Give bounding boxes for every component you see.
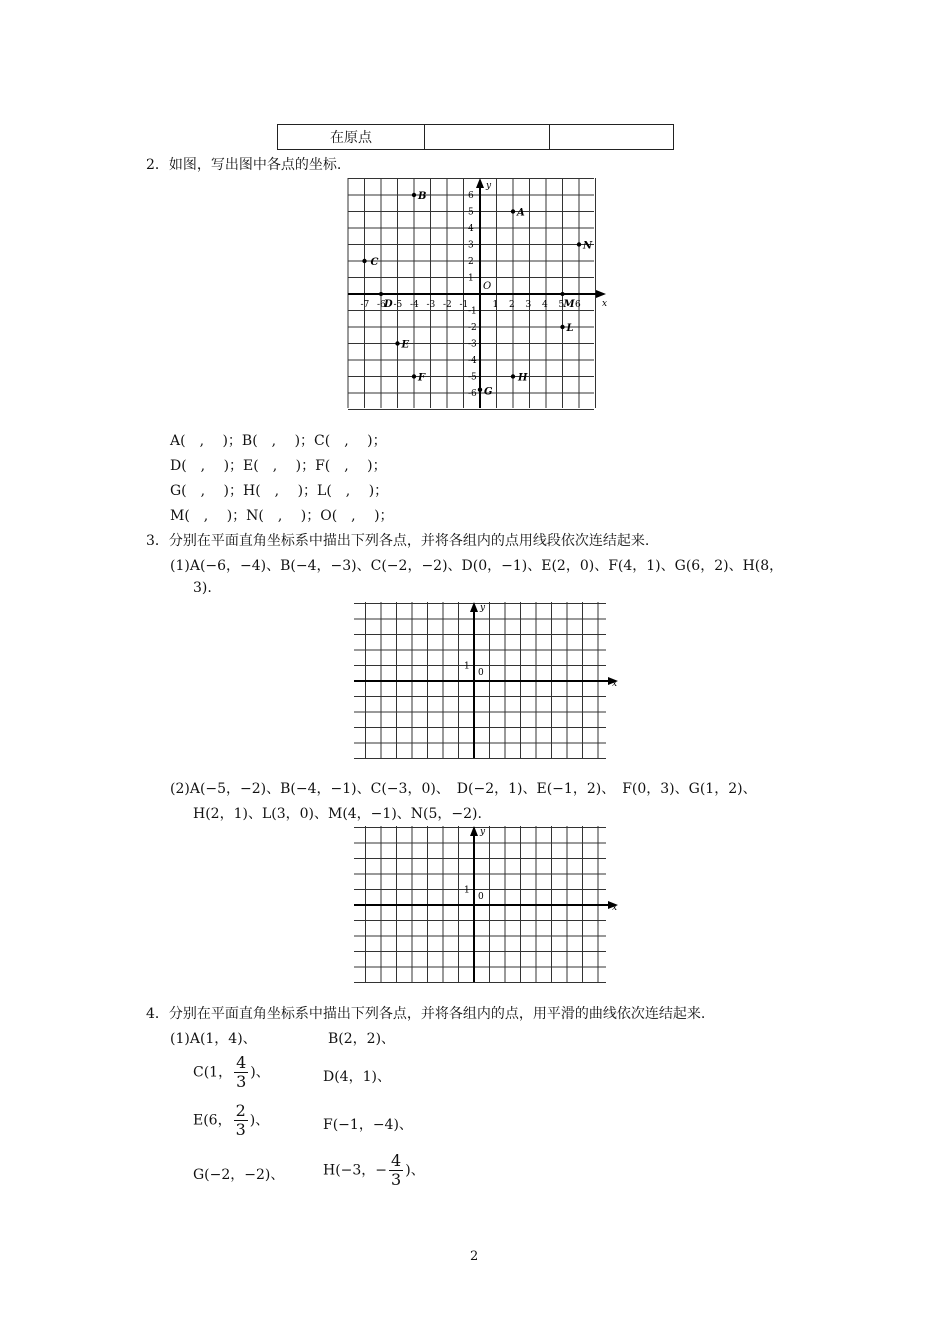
point-f [412, 374, 416, 378]
q4-row-1 [170, 1028, 396, 1048]
table-row [278, 125, 674, 150]
fraction-denominator: 3 [236, 1072, 247, 1091]
x-axis-label: x [602, 299, 608, 309]
point-c [362, 259, 366, 263]
y-tick-label: -6 [468, 389, 477, 399]
page-number: 2 [470, 1249, 479, 1264]
y-tick-label: -5 [468, 372, 477, 383]
x-tick-label: -6 [377, 300, 386, 310]
x-tick-label: 1 [492, 300, 499, 310]
table-cell [550, 125, 674, 150]
q4-row-4 [193, 1151, 425, 1189]
point-a [511, 209, 515, 213]
q4-point-c-post: )、 [250, 1064, 270, 1081]
point-label-f: F [418, 372, 426, 384]
point-label-b: B [418, 191, 427, 202]
fraction-numerator: 4 [391, 1151, 402, 1170]
y-axis-label: y [480, 603, 486, 613]
q4-fraction-c [234, 1054, 248, 1091]
q4-point-e-pre: E(6， [193, 1112, 232, 1129]
q4-point-h-pre: H(−3，− [323, 1162, 388, 1179]
x-tick-label: 4 [542, 300, 548, 310]
x-axis-label: x [612, 903, 618, 913]
q4-point-e-post: )、 [249, 1112, 270, 1129]
origin-label: O [483, 281, 492, 292]
tick-label-1: 1 [464, 661, 470, 672]
q3-part2-line2: H(2，1)、L(3，0)、M(4，−1)、N(5，−2). [193, 806, 482, 822]
point-m [561, 292, 565, 296]
q4-point-d: D(4，1)、 [323, 1069, 391, 1085]
position-table [277, 124, 674, 150]
x-tick-label: 6 [575, 300, 581, 310]
y-axis-label: y [486, 181, 492, 191]
q4-point-g: G(−2，−2)、 [193, 1167, 285, 1183]
q3-grid-1-svg [352, 600, 620, 760]
question-3-title: 3．分别在平面直角坐标系中描出下列各点，并将各组内的点用线段依次连结起来. [146, 533, 650, 549]
x-tick-label: 5 [558, 300, 565, 310]
q2-coordinate-grid [346, 176, 608, 410]
x-tick-label: -3 [426, 300, 436, 310]
table-cell-label: 在原点 [278, 125, 425, 150]
point-label-h: H [518, 372, 528, 384]
y-tick-label: -4 [468, 356, 477, 366]
point-l [560, 325, 564, 329]
y-axis-arrow [476, 178, 484, 188]
point-d [379, 292, 383, 296]
y-tick-label: 6 [468, 191, 474, 201]
q4-point-c-pre: C(1， [193, 1064, 233, 1081]
y-tick-label: -2 [468, 323, 477, 333]
origin-label: 0 [478, 892, 484, 902]
y-tick-label: 4 [468, 224, 474, 234]
point-label-a: A [517, 207, 525, 219]
question-2-title: 2．如图，写出图中各点的坐标. [146, 157, 342, 173]
q3-part2-line1: (2)A(−5，−2)、B(−4，−1)、C(−3，0)、 D(−2，1)、E(−1，2)、 F(0，3)、G(1，2)、 [170, 781, 757, 797]
q2-answer-line-4: M( , )；N( , )；O( , )； [170, 508, 394, 524]
q4-fraction-h [389, 1152, 403, 1189]
table-cell [425, 125, 550, 150]
origin-label: 0 [478, 668, 484, 678]
q3-grid-2-svg [352, 824, 620, 984]
y-tick-label: 2 [468, 257, 474, 267]
point-label-n: N [583, 240, 593, 252]
x-tick-label: -1 [459, 300, 469, 310]
tick-label-1: 1 [464, 885, 470, 896]
q2-answer-line-3: G( , )；H( , )；L( , )； [170, 483, 389, 499]
y-axis-label: y [480, 827, 486, 837]
point-g [478, 388, 482, 392]
point-label-g: G [484, 386, 493, 398]
point-h [511, 374, 515, 378]
y-tick-label: -1 [468, 306, 477, 317]
x-tick-label: -5 [393, 300, 403, 310]
point-label-m: M [563, 299, 575, 310]
point-label-d: D [384, 299, 393, 310]
point-label-e: E [401, 339, 410, 351]
q4-point-b: B(2，2)、 [328, 1031, 396, 1047]
y-tick-label: 5 [468, 207, 474, 218]
x-tick-label: -7 [360, 300, 370, 310]
question-4-title: 4．分别在平面直角坐标系中描出下列各点，并将各组内的点，用平滑的曲线依次连结起来. [146, 1006, 706, 1022]
fraction-numerator: 4 [236, 1053, 247, 1072]
point-n [577, 242, 581, 246]
q4-point-h [323, 1152, 425, 1189]
x-tick-label: 2 [509, 300, 515, 310]
y-tick-label: -3 [468, 339, 477, 350]
x-tick-label: -2 [443, 300, 452, 310]
point-b [412, 193, 416, 197]
x-axis-arrow [596, 290, 606, 298]
fraction-denominator: 3 [391, 1170, 402, 1189]
x-tick-label: -4 [410, 300, 419, 310]
q4-point-h-post: )、 [405, 1162, 425, 1179]
q4-row-2 [193, 1053, 391, 1091]
q4-row-3 [193, 1101, 413, 1139]
point-e [395, 341, 399, 345]
q3-grid-2 [352, 824, 620, 984]
q4-point-a: (1)A(1，4)、 [170, 1031, 257, 1047]
q3-grid-1 [352, 600, 620, 760]
q2-grid-svg [346, 176, 608, 410]
q2-answer-line-2: D( , )；E( , )；F( , )； [170, 458, 387, 474]
q3-part1-line1: (1)A(−6，−4)、B(−4，−3)、C(−2，−2)、D(0，−1)、E(2，0)、F(4，1)、G(6，2)、H(8， [170, 558, 784, 574]
point-label-l: L [566, 323, 574, 334]
y-tick-label: 3 [468, 240, 474, 251]
y-tick-label: 1 [468, 273, 474, 284]
x-axis-label: x [612, 679, 618, 689]
q2-answer-line-1: A( , )；B( , )；C( , )； [170, 433, 387, 449]
fraction-numerator: 2 [235, 1101, 246, 1120]
q4-point-f: F(−1，−4)、 [323, 1117, 413, 1133]
fraction-denominator: 3 [235, 1120, 246, 1139]
point-label-c: C [370, 257, 379, 268]
q4-fraction-e [234, 1102, 248, 1139]
q3-part1-line2: 3). [193, 580, 212, 596]
x-tick-label: 3 [525, 300, 532, 310]
